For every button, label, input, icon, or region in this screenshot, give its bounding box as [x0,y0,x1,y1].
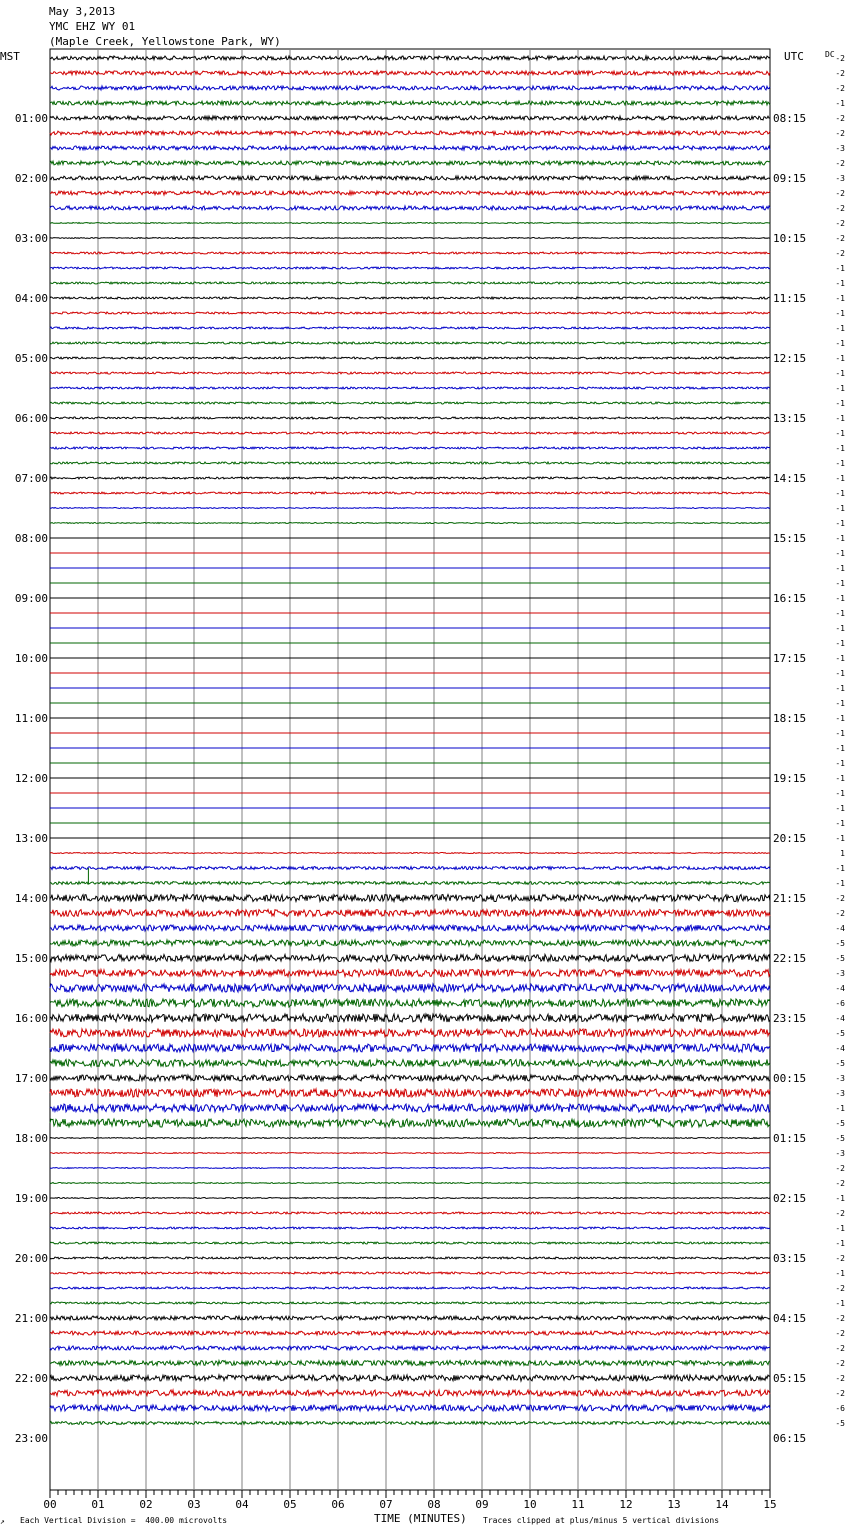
right-hour-label: 02:15 [773,1192,807,1205]
clip-note: Traces clipped at plus/minus 5 vertical divisions [483,1516,720,1525]
dc-offset-label: -2 [835,219,845,228]
trace-line [50,1346,770,1350]
dc-offset-label: -1 [835,684,845,693]
left-hour-label: 23:00 [14,1432,48,1445]
right-hour-label: 17:15 [773,652,807,665]
left-timezone-label: MST [0,50,20,63]
dc-offset-label: -1 [835,399,845,408]
dc-offset-label: -3 [835,1089,845,1098]
left-hour-label: 15:00 [14,952,48,965]
right-hour-label: 05:15 [773,1372,807,1385]
station-code: YMC EHZ WY 01 [49,20,136,33]
trace-line [50,1183,770,1184]
dc-offset-label: -1 [835,759,845,768]
trace-line [50,1405,770,1411]
trace-line [50,895,770,902]
dc-offset-label: -1 [835,804,845,813]
station-location: (Maple Creek, Yellowstone Park, WY) [49,35,281,48]
trace-line [50,417,770,419]
dc-offset-label: -1 [835,444,845,453]
x-tick-label: 00 [43,1498,57,1511]
dc-offset-label: -3 [835,969,845,978]
plot-frame [50,49,770,1490]
dc-offset-label: -1 [835,369,845,378]
trace-line [50,1390,770,1396]
dc-offset-label: -1 [835,534,845,543]
trace-line [50,432,770,434]
trace-line [50,297,770,299]
left-hour-label: 22:00 [14,1372,48,1385]
dc-offset-label: -1 [835,1299,845,1308]
trace-line [50,1331,770,1335]
trace-line [50,86,770,90]
dc-offset-label: -3 [835,144,845,153]
trace-line [50,223,770,224]
trace-line [50,387,770,389]
dc-offset-label: -2 [835,69,845,78]
dc-offset-label: -1 [835,819,845,828]
dc-column-label: DC [825,50,835,59]
trace-line [50,1153,770,1154]
dc-offset-label: -1 [835,459,845,468]
dc-offset-label: -1 [835,714,845,723]
dc-offset-label: -2 [835,159,845,168]
dc-offset-label: -1 [835,639,845,648]
x-tick-label: 01 [91,1498,105,1511]
dc-offset-label: -1 [835,429,845,438]
trace-line [50,327,770,329]
right-hour-label: 00:15 [773,1072,807,1085]
x-tick-label: 03 [187,1498,201,1511]
right-timezone-label: UTC [784,50,804,63]
dc-offset-label: -2 [835,1329,845,1338]
x-tick-label: 10 [523,1498,537,1511]
right-hour-label: 01:15 [773,1132,807,1145]
trace-line [50,1287,770,1289]
dc-offset-label: -2 [835,1359,845,1368]
left-hour-label: 20:00 [14,1252,48,1265]
dc-offset-label: -2 [835,114,845,123]
dc-offset-label: -3 [835,1149,845,1158]
dc-offset-label: -1 [835,339,845,348]
dc-offset-label: -1 [835,549,845,558]
trace-line [50,1104,770,1112]
trace-line [50,1242,770,1244]
trace-line [50,206,770,210]
trace-line [50,477,770,479]
right-hour-label: 14:15 [773,472,807,485]
right-hour-label: 15:15 [773,532,807,545]
right-hour-label: 22:15 [773,952,807,965]
dc-offset-label: -5 [835,939,845,948]
x-tick-label: 15 [763,1498,777,1511]
dc-offset-label: -1 [835,489,845,498]
right-hour-label: 09:15 [773,172,807,185]
dc-offset-label: -1 [835,594,845,603]
trace-line [50,882,770,885]
trace-line [50,1029,770,1037]
trace-line [50,1138,770,1139]
trace-line [50,312,770,314]
dc-offset-label: -2 [835,1314,845,1323]
dc-offset-label: -1 [835,504,845,513]
trace-line [50,1014,770,1022]
trace-line [50,999,770,1007]
trace-line [50,191,770,195]
dc-offset-label: -2 [835,894,845,903]
right-hour-label: 19:15 [773,772,807,785]
dc-offset-label: -3 [835,1074,845,1083]
trace-line [50,910,770,917]
left-hour-label: 18:00 [14,1132,48,1145]
dc-offset-label: -1 [835,324,845,333]
right-hour-label: 11:15 [773,292,807,305]
left-hour-label: 13:00 [14,832,48,845]
left-hour-label: 01:00 [14,112,48,125]
trace-line [50,342,770,344]
trace-line [50,116,770,120]
right-hour-label: 10:15 [773,232,807,245]
x-tick-label: 05 [283,1498,297,1511]
left-hour-label: 16:00 [14,1012,48,1025]
left-hour-label: 14:00 [14,892,48,905]
dc-offset-label: -5 [835,954,845,963]
dc-offset-label: -5 [835,1119,845,1128]
trace-line [50,1212,770,1214]
trace-line [50,984,770,992]
dc-offset-label: -1 [835,654,845,663]
trace-line [50,1119,770,1127]
right-hour-label: 04:15 [773,1312,807,1325]
trace-line [50,1227,770,1229]
trace-line [50,357,770,359]
dc-offset-label: -1 [835,384,845,393]
left-hour-label: 09:00 [14,592,48,605]
trace-line [50,1198,770,1199]
dc-offset-label: -5 [835,1134,845,1143]
x-tick-label: 04 [235,1498,249,1511]
trace-line [50,101,770,105]
left-hour-label: 11:00 [14,712,48,725]
trace-line [50,1422,770,1425]
trace-line [50,867,770,870]
trace-line [50,1272,770,1274]
dc-offset-label: -4 [835,984,845,993]
dc-offset-label: -2 [835,1374,845,1383]
trace-line [50,176,770,180]
dc-offset-label: -5 [835,1419,845,1428]
dc-offset-label: -2 [835,189,845,198]
left-hour-label: 21:00 [14,1312,48,1325]
x-tick-label: 11 [571,1498,585,1511]
trace-line [50,1044,770,1052]
dc-offset-label: -4 [835,924,845,933]
trace-line [50,1075,770,1081]
dc-offset-label: -1 [835,1104,845,1113]
x-tick-label: 02 [139,1498,153,1511]
right-hour-label: 21:15 [773,892,807,905]
dc-offset-label: -1 [835,264,845,273]
left-hour-label: 05:00 [14,352,48,365]
dc-offset-label: -1 [835,609,845,618]
right-hour-label: 23:15 [773,1012,807,1025]
dc-offset-label: -5 [835,1059,845,1068]
trace-line [50,71,770,75]
right-hour-label: 20:15 [773,832,807,845]
x-tick-label: 13 [667,1498,681,1511]
right-hour-label: 18:15 [773,712,807,725]
trace-line [50,1361,770,1366]
dc-offset-label: -2 [835,1344,845,1353]
right-hour-label: 13:15 [773,412,807,425]
x-axis-title: TIME (MINUTES) [374,1512,467,1525]
dc-offset-label: -1 [835,729,845,738]
left-hour-label: 19:00 [14,1192,48,1205]
trace-line [50,372,770,374]
dc-offset-label: -1 [835,1269,845,1278]
scale-note: Each Vertical Division = 400.00 microvolts [20,1516,228,1525]
dc-offset-label: -2 [835,234,845,243]
dc-offset-label: -5 [835,1029,845,1038]
trace-line [50,56,770,60]
dc-offset-label: -6 [835,1404,845,1413]
dc-offset-label: -1 [835,1239,845,1248]
right-hour-label: 06:15 [773,1432,807,1445]
left-hour-label: 17:00 [14,1072,48,1085]
dc-offset-label: -1 [835,99,845,108]
dc-offset-label: -1 [835,579,845,588]
dc-offset-label: -2 [835,249,845,258]
corner-mark: ↗ [0,1517,5,1526]
dc-offset-label: -2 [835,1164,845,1173]
dc-offset-label: -2 [835,1389,845,1398]
dc-offset-label: -1 [835,789,845,798]
dc-offset-label: -1 [835,834,845,843]
trace-line [50,462,770,464]
trace-line [50,402,770,404]
dc-offset-label: -1 [835,564,845,573]
dc-offset-label: -1 [835,864,845,873]
dc-offset-label: -2 [835,129,845,138]
trace-line [50,1060,770,1067]
left-hour-label: 04:00 [14,292,48,305]
x-tick-label: 14 [715,1498,729,1511]
dc-offset-label: -1 [835,879,845,888]
trace-line [50,131,770,135]
dc-offset-label: -1 [835,519,845,528]
dc-offset-label: -2 [835,1254,845,1263]
dc-offset-label: -2 [835,1209,845,1218]
dc-offset-label: -1 [835,1194,845,1203]
dc-offset-label: -2 [835,204,845,213]
dc-offset-label: -2 [835,1179,845,1188]
left-hour-label: 03:00 [14,232,48,245]
dc-offset-label: -2 [835,84,845,93]
trace-line [50,508,770,509]
trace-line [50,492,770,494]
right-hour-label: 12:15 [773,352,807,365]
dc-offset-label: -1 [835,774,845,783]
trace-line [50,161,770,165]
left-hour-label: 12:00 [14,772,48,785]
trace-line [50,1089,770,1097]
trace-line [50,1168,770,1169]
dc-offset-label: -1 [835,669,845,678]
dc-offset-label: -1 [835,474,845,483]
dc-offset-label: -1 [835,1224,845,1233]
trace-line [50,252,770,254]
dc-offset-label: -2 [835,1284,845,1293]
right-hour-label: 16:15 [773,592,807,605]
dc-offset-label: -3 [835,174,845,183]
trace-line [50,1302,770,1304]
x-tick-label: 09 [475,1498,489,1511]
dc-offset-label: -1 [835,744,845,753]
dc-offset-label: -1 [835,279,845,288]
dc-offset-label: -1 [835,624,845,633]
dc-offset-label: -1 [835,354,845,363]
dc-offset-label: -6 [835,999,845,1008]
trace-line [50,447,770,449]
trace-line [50,1375,770,1381]
left-hour-label: 10:00 [14,652,48,665]
trace-line [50,1316,770,1320]
dc-offset-label: -4 [835,1014,845,1023]
right-hour-label: 03:15 [773,1252,807,1265]
trace-line [50,146,770,150]
x-tick-label: 06 [331,1498,345,1511]
left-hour-label: 06:00 [14,412,48,425]
x-tick-label: 07 [379,1498,393,1511]
trace-line [50,940,770,946]
trace-line [50,925,770,931]
trace-line [50,955,770,962]
x-tick-label: 08 [427,1498,441,1511]
dc-offset-label: -1 [835,699,845,708]
right-hour-label: 08:15 [773,112,807,125]
plot-date: May 3,2013 [49,5,116,18]
dc-offset-label: -1 [835,309,845,318]
dc-offset-label: -2 [835,54,845,63]
dc-offset-label: -2 [835,909,845,918]
trace-line [50,853,770,854]
trace-line [50,282,770,284]
trace-line [50,267,770,269]
trace-line [50,1257,770,1259]
trace-line [50,523,770,524]
dc-offset-label: -4 [835,1044,845,1053]
dc-offset-label: -1 [835,414,845,423]
left-hour-label: 08:00 [14,532,48,545]
dc-offset-label: 1 [840,849,845,858]
trace-line [50,238,770,239]
trace-line [50,970,770,977]
left-hour-label: 07:00 [14,472,48,485]
x-tick-label: 12 [619,1498,633,1511]
left-hour-label: 02:00 [14,172,48,185]
dc-offset-label: -1 [835,294,845,303]
